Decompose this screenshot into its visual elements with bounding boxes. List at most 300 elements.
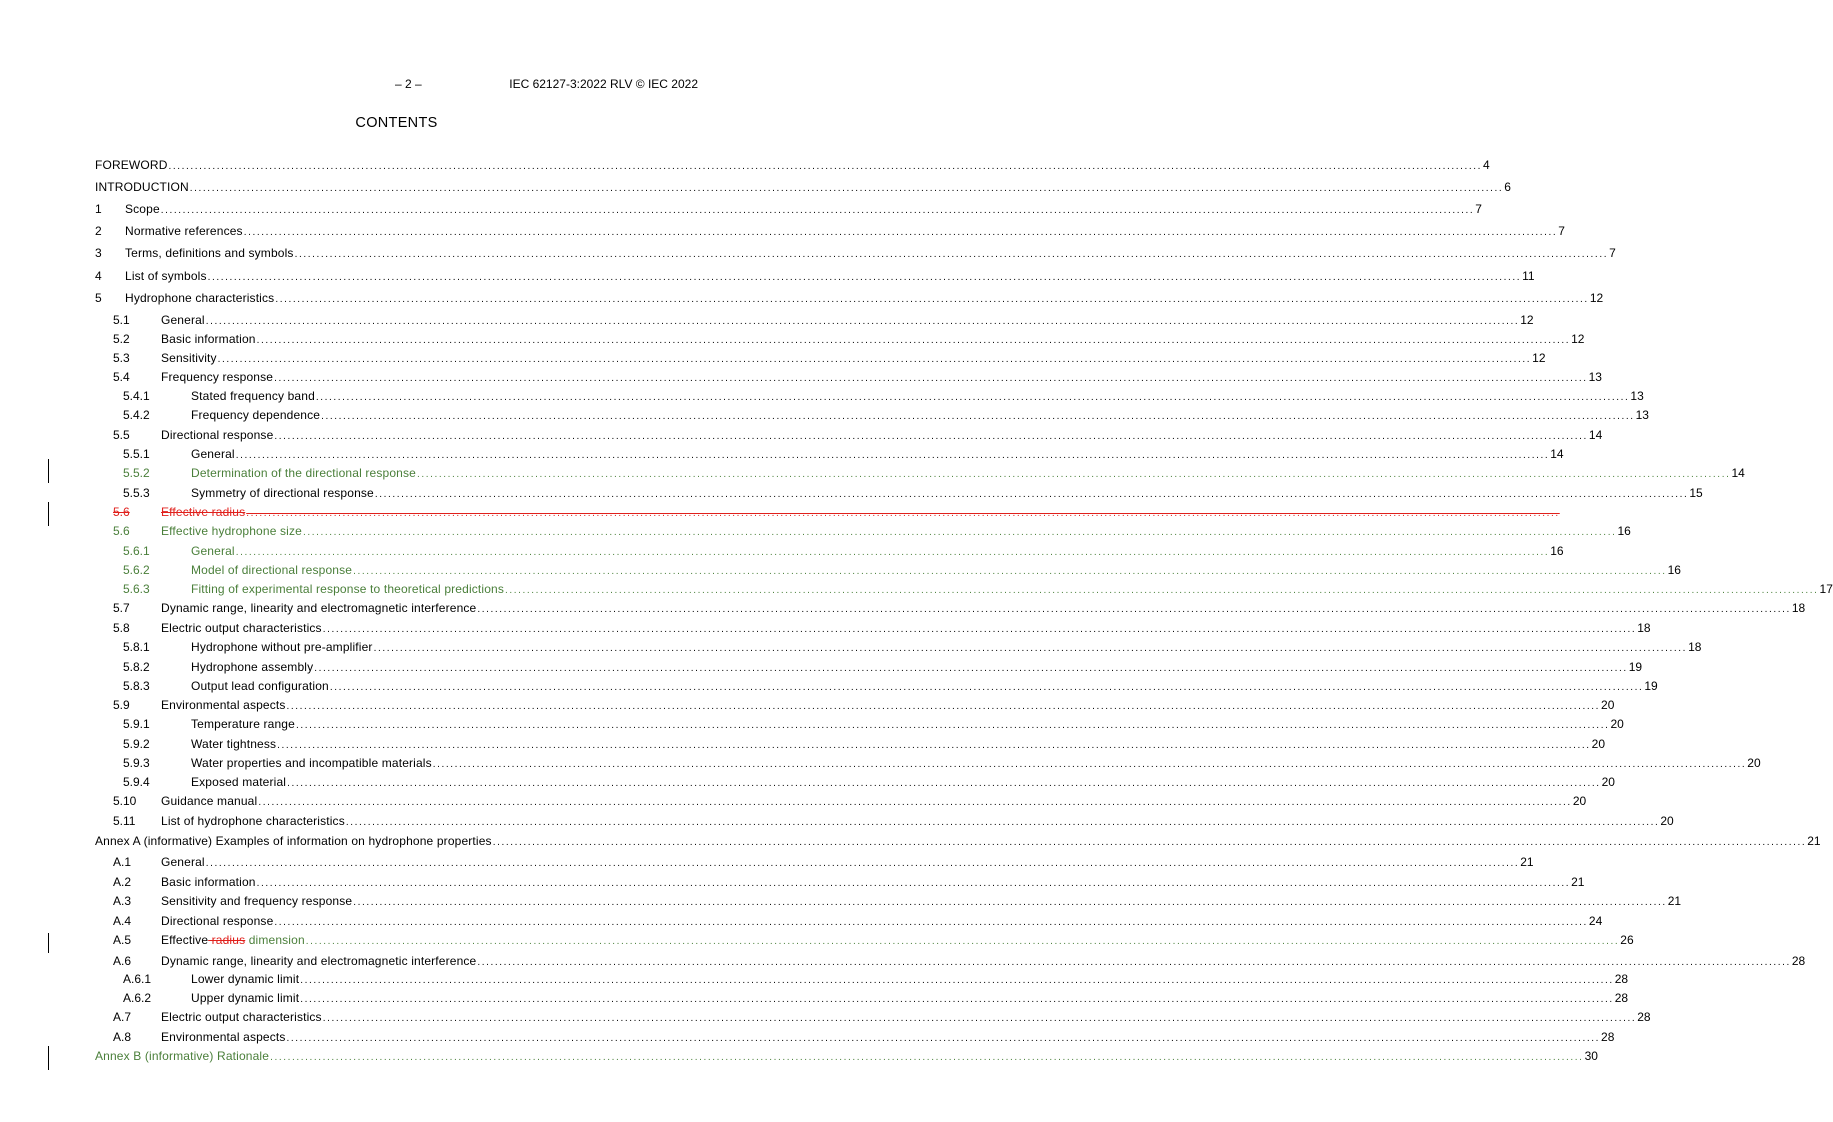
toc-entry-label: Normative references	[125, 224, 243, 238]
toc-entry-line	[161, 523, 1631, 541]
toc-entry-page: 21	[1520, 855, 1534, 869]
page-title: CONTENTS	[355, 115, 438, 131]
toc-entry-line	[191, 971, 1629, 989]
toc-entry-page: 18	[1688, 640, 1702, 654]
toc-entry-title	[161, 504, 245, 520]
toc-entry-line	[161, 697, 1615, 715]
toc-entry-label: Guidance manual	[161, 794, 258, 808]
toc-entry-label: Model of directional response	[191, 563, 353, 577]
dot-leader: ............................................................................................................................................................................................................................................................................................................	[270, 1052, 1584, 1063]
toc-entry-line	[161, 953, 1806, 971]
revision-change-bar	[48, 502, 49, 526]
toc-entry-title	[161, 1029, 286, 1045]
toc-entry-line	[95, 179, 1511, 197]
toc-entry-line	[191, 388, 1644, 406]
standard-reference: IEC 62127-3:2022 RLV © IEC 2022	[509, 77, 698, 91]
toc-entry-label: General	[161, 855, 205, 869]
toc-entry-number: 5.4	[113, 370, 130, 384]
toc-entry-label: Environmental aspects	[161, 698, 286, 712]
page-number: – 2 –	[395, 77, 422, 91]
toc-entry-line	[161, 504, 1560, 522]
toc-entry-number: 5.2	[113, 332, 130, 346]
toc-entry-title	[191, 678, 329, 694]
toc-entry-line	[161, 932, 1634, 950]
toc-entry-number: A.8	[113, 1030, 132, 1044]
toc-entry-title	[125, 245, 294, 261]
toc-entry-number: 5.9.2	[123, 737, 150, 751]
toc-entry-number: 5.5.1	[123, 447, 150, 461]
toc-entry-number: 5.6.1	[123, 544, 150, 558]
dot-leader: ............................................................................................................................................................................................................................................................................................................	[295, 720, 1610, 731]
dot-leader: ............................................................................................................................................................................................................................................................................................................	[505, 585, 1819, 596]
toc-entry[interactable]	[0, 446, 1564, 462]
toc-entry-label: Scope	[125, 202, 160, 216]
dot-leader: ............................................................................................................................................................................................................................................................................................................	[492, 837, 1807, 848]
toc-entry-label: Basic information	[161, 332, 256, 346]
dot-leader: ............................................................................................................................................................................................................................................................................................................	[432, 759, 1747, 770]
toc-entry-label: Dynamic range, linearity and electromagnetic interference	[161, 601, 477, 615]
toc-entry-page: 20	[1660, 814, 1674, 828]
toc-entry-line	[125, 290, 1604, 308]
toc-entry-title	[161, 620, 322, 636]
toc-entry-title	[191, 446, 235, 462]
toc-entry-label: Directional response	[161, 428, 274, 442]
page-header	[95, 77, 698, 93]
dot-leader: ............................................................................................................................................................................................................................................................................................................	[314, 663, 1628, 674]
toc-entry-page: 20	[1601, 698, 1615, 712]
toc-entry[interactable]	[0, 245, 1616, 261]
toc-entry-page: 13	[1630, 389, 1644, 403]
toc-entry-number: A.6	[113, 954, 132, 968]
toc-entry[interactable]	[0, 1009, 1651, 1025]
toc-entry-line	[95, 1048, 1598, 1066]
toc-entry-title	[191, 971, 299, 987]
toc-entry[interactable]	[0, 659, 1643, 675]
toc-entry-page: 20	[1601, 775, 1615, 789]
toc-entry-title	[125, 290, 274, 306]
toc-entry[interactable]	[0, 268, 1535, 284]
toc-entry-line	[161, 350, 1546, 368]
toc-entry-title	[191, 407, 320, 423]
toc-entry-page: 7	[1475, 202, 1482, 216]
toc-entry-line	[191, 678, 1658, 696]
toc-entry-title	[191, 659, 313, 675]
toc-entry-label: Water properties and incompatible materials	[191, 756, 432, 770]
toc-entry[interactable]	[0, 813, 1674, 829]
toc-entry-title	[191, 465, 416, 481]
toc-entry-label: Sensitivity	[161, 351, 217, 365]
revision-change-bar	[48, 1046, 49, 1070]
toc-entry-page: 13	[1588, 370, 1602, 384]
toc-entry-page: 14	[1731, 466, 1745, 480]
toc-entry-line	[191, 639, 1702, 657]
dot-leader: ............................................................................................................................................................................................................................................................................................................	[277, 740, 1591, 751]
toc-entry[interactable]	[0, 600, 1806, 616]
toc-entry[interactable]	[0, 913, 1603, 929]
toc-entry-page: 19	[1628, 660, 1643, 674]
toc-entry-title	[191, 736, 276, 752]
toc-entry-page: 14	[1550, 447, 1564, 461]
toc-entry-line	[95, 833, 1821, 851]
dot-leader: ............................................................................................................................................................................................................................................................................................................	[322, 1013, 1637, 1024]
toc-entry[interactable]	[0, 485, 1703, 501]
toc-entry-title	[161, 813, 345, 829]
toc-entry[interactable]	[0, 874, 1585, 890]
toc-entry-page: 12	[1532, 351, 1546, 365]
toc-entry-label: Effective radius	[161, 505, 246, 519]
toc-entry-number: 3	[95, 246, 102, 260]
toc-entry-line	[191, 407, 1649, 425]
toc-entry-number: 5.1	[113, 313, 130, 327]
toc-entry-title	[161, 953, 476, 969]
toc-entry-label: Annex A (informative) Examples of information on hydrophone properties	[95, 834, 492, 848]
toc-entry-number: 5.9.1	[123, 717, 150, 731]
dot-leader: ............................................................................................................................................................................................................................................................................................................	[477, 957, 1791, 968]
dot-leader: ............................................................................................................................................................................................................................................................................................................	[287, 778, 1601, 789]
toc-entry-page: 21	[1571, 875, 1585, 889]
toc-entry-line	[161, 427, 1603, 445]
toc-entry-title	[125, 223, 243, 239]
toc-entry-label: INTRODUCTION	[95, 180, 189, 194]
toc-entry[interactable]	[0, 223, 1565, 239]
toc-entry[interactable]	[0, 1029, 1615, 1045]
toc-entry-label: Fitting of experimental response to theoretical predictions	[191, 582, 505, 596]
deleted-text: radius	[208, 933, 246, 947]
toc-entry-title	[95, 179, 189, 195]
dot-leader: ............................................................................................................................................................................................................................................................................................................	[168, 161, 1483, 172]
toc-entry-page: 20	[1747, 756, 1761, 770]
toc-entry-label: Environmental aspects	[161, 1030, 286, 1044]
toc-entry-number: 5	[95, 291, 102, 305]
dot-leader: ............................................................................................................................................................................................................................................................................................................	[258, 797, 1572, 808]
toc-entry-title	[161, 697, 286, 713]
toc-entry[interactable]	[0, 312, 1534, 328]
toc-entry-page: 18	[1791, 601, 1806, 615]
toc-entry-line	[191, 562, 1681, 580]
dot-leader: ............................................................................................................................................................................................................................................................................................................	[286, 701, 1601, 712]
toc-entry-label: Directional response	[161, 914, 274, 928]
toc-entry-label: Determination of the directional response	[191, 466, 416, 480]
toc-entry-title	[161, 893, 352, 909]
toc-entry-label: Electric output characteristics	[161, 1010, 322, 1024]
toc-entry-label: Exposed material	[191, 775, 287, 789]
toc-entry-number: A.4	[113, 914, 132, 928]
dot-leader: ............................................................................................................................................................................................................................................................................................................	[189, 183, 1504, 194]
toc-entry[interactable]	[0, 1048, 1598, 1064]
toc-entry-line	[191, 446, 1564, 464]
toc-entry-title	[161, 793, 257, 809]
toc-entry-line	[191, 465, 1745, 483]
dot-leader: ............................................................................................................................................................................................................................................................................................................	[160, 205, 1475, 216]
toc-entry[interactable]	[0, 290, 1604, 306]
toc-entry-line	[191, 990, 1629, 1008]
toc-entry-label: Water tightness	[191, 737, 277, 751]
toc-entry-page: 12	[1520, 313, 1534, 327]
toc-entry-line	[191, 485, 1703, 503]
toc-entry-number: 5.9	[113, 698, 130, 712]
toc-entry-title	[125, 268, 207, 284]
toc-entry[interactable]	[0, 697, 1615, 713]
toc-entry-title	[161, 331, 256, 347]
dot-leader: ............................................................................................................................................................................................................................................................................................................	[246, 508, 1560, 519]
toc-entry-title	[161, 350, 217, 366]
toc-entry-page: 7	[1558, 224, 1565, 238]
toc-entry-number: 5.7	[113, 601, 130, 615]
toc-entry[interactable]	[0, 793, 1587, 809]
toc-entry[interactable]	[0, 465, 1745, 481]
toc-entry-page: 16	[1617, 524, 1631, 538]
toc-entry-title	[161, 523, 302, 539]
toc-entry-page: 12	[1571, 332, 1585, 346]
toc-entry-title	[191, 639, 373, 655]
toc-entry-line	[161, 1009, 1651, 1027]
toc-entry-page: 15	[1689, 486, 1703, 500]
revision-change-bar	[48, 459, 49, 483]
dot-leader: ............................................................................................................................................................................................................................................................................................................	[374, 489, 1689, 500]
toc-entry-label: Symmetry of directional response	[191, 486, 374, 500]
toc-entry-title	[95, 1048, 269, 1064]
toc-entry-page: 7	[1609, 246, 1616, 260]
dot-leader: ............................................................................................................................................................................................................................................................................................................	[477, 604, 1791, 615]
toc-entry-line	[161, 331, 1585, 349]
toc-entry[interactable]	[0, 504, 1560, 520]
toc-entry[interactable]	[0, 953, 1806, 969]
toc-entry-number: 5.5.3	[123, 486, 150, 500]
toc-entry-label: FOREWORD	[95, 158, 168, 172]
toc-entry-line	[161, 913, 1603, 931]
toc-entry-title	[161, 312, 205, 328]
toc-entry-page: 6	[1504, 180, 1511, 194]
toc-entry-label: Output lead configuration	[191, 679, 329, 693]
dot-leader: ............................................................................................................................................................................................................................................................................................................	[286, 1033, 1601, 1044]
revision-change-bar	[48, 933, 49, 953]
toc-entry[interactable]	[0, 774, 1615, 790]
toc-entry-line	[161, 793, 1587, 811]
toc-entry-number: 1	[95, 202, 102, 216]
toc-entry-page: 26	[1620, 933, 1634, 947]
toc-entry-number: A.5	[113, 933, 132, 947]
toc-entry[interactable]	[0, 716, 1624, 732]
toc-entry-page: 28	[1791, 954, 1806, 968]
toc-entry-title	[95, 833, 492, 849]
toc-entry-line	[161, 1029, 1615, 1047]
toc-entry-number: 5.4.1	[123, 389, 150, 403]
toc-entry-title	[191, 485, 374, 501]
toc-entry-line	[161, 600, 1806, 618]
toc-entry-line	[95, 157, 1490, 175]
dot-leader: ............................................................................................................................................................................................................................................................................................................	[329, 682, 1644, 693]
toc-entry-line	[161, 620, 1651, 638]
toc-entry[interactable]	[0, 427, 1603, 443]
toc-entry-label: Hydrophone assembly	[191, 660, 314, 674]
toc-entry[interactable]	[0, 736, 1606, 752]
toc-entry-line	[191, 755, 1761, 773]
toc-entry-page: 18	[1637, 621, 1651, 635]
toc-entry-number: A.2	[113, 875, 132, 889]
toc-entry-title	[191, 755, 432, 771]
toc-entry-page: 20	[1591, 737, 1606, 751]
toc-entry-label: List of symbols	[125, 269, 207, 283]
toc-entry-line	[191, 659, 1643, 677]
toc-entry-label: Upper dynamic limit	[191, 991, 300, 1005]
toc-entry-line	[191, 736, 1606, 754]
toc-entry-title	[161, 874, 256, 890]
toc-entry-line	[191, 716, 1624, 734]
toc-entry[interactable]	[0, 523, 1631, 539]
toc-entry-title	[191, 581, 504, 597]
toc-entry-number: 5.9.3	[123, 756, 150, 770]
toc-entry-title	[125, 201, 160, 217]
toc-entry[interactable]	[0, 678, 1658, 694]
dot-leader: ............................................................................................................................................................................................................................................................................................................	[353, 566, 1667, 577]
toc-entry-line	[161, 369, 1602, 387]
toc-entry-title	[191, 388, 315, 404]
toc-entry-label: Hydrophone without pre-amplifier	[191, 640, 373, 654]
toc-entry-page: 20	[1610, 717, 1624, 731]
toc-entry[interactable]	[0, 407, 1649, 423]
toc-entry-label: General	[161, 313, 205, 327]
toc-entry[interactable]	[0, 562, 1681, 578]
dot-leader: ............................................................................................................................................................................................................................................................................................................	[274, 373, 1588, 384]
toc-entry-label: Hydrophone characteristics	[125, 291, 275, 305]
toc-entry-title	[161, 369, 273, 385]
toc-entry-line	[191, 774, 1615, 792]
toc-entry-label: Frequency dependence	[191, 408, 321, 422]
toc-entry[interactable]	[0, 179, 1511, 195]
toc-entry-line	[161, 813, 1674, 831]
toc-entry[interactable]	[0, 932, 1634, 948]
toc-entry-label: General	[191, 544, 235, 558]
toc-entry-number: 5.9.4	[123, 775, 150, 789]
toc-entry-page: 13	[1635, 408, 1649, 422]
toc-entry-page: 12	[1589, 291, 1604, 305]
toc-entry-page: 28	[1614, 972, 1629, 986]
dot-leader: ............................................................................................................................................................................................................................................................................................................	[373, 643, 1688, 654]
toc-entry-page: 4	[1483, 158, 1490, 172]
toc-entry-title	[161, 600, 476, 616]
dot-leader: ............................................................................................................................................................................................................................................................................................................	[345, 817, 1660, 828]
toc-entry-page: 28	[1637, 1010, 1651, 1024]
toc-entry-page: 17	[1819, 582, 1833, 596]
toc-entry[interactable]	[0, 331, 1585, 347]
dot-leader: ............................................................................................................................................................................................................................................................................................................	[315, 392, 1630, 403]
toc-entry-label: Electric output characteristics	[161, 621, 322, 635]
toc-entry[interactable]	[0, 833, 1821, 849]
toc-entry-line	[161, 854, 1534, 872]
toc-entry-page: 16	[1550, 544, 1564, 558]
toc-entry-number: 5.5.2	[123, 466, 150, 480]
toc-entry[interactable]	[0, 990, 1629, 1006]
toc-entry-line	[161, 874, 1585, 892]
toc-entry[interactable]	[0, 639, 1702, 655]
toc-entry[interactable]	[0, 350, 1546, 366]
dot-leader: ............................................................................................................................................................................................................................................................................................................	[294, 249, 1609, 260]
dot-leader: ............................................................................................................................................................................................................................................................................................................	[274, 431, 1588, 442]
toc-entry-label: Effective	[161, 933, 209, 947]
dot-leader: ............................................................................................................................................................................................................................................................................................................	[305, 936, 1620, 947]
toc-entry-label: Stated frequency band	[191, 389, 315, 403]
dot-leader: ............................................................................................................................................................................................................................................................................................................	[243, 227, 1558, 238]
dot-leader: ............................................................................................................................................................................................................................................................................................................	[274, 917, 1588, 928]
toc-entry-number: 5.6.3	[123, 582, 150, 596]
dot-leader: ............................................................................................................................................................................................................................................................................................................	[205, 858, 1520, 869]
toc-entry-label: Temperature range	[191, 717, 295, 731]
toc-entry-title	[161, 854, 205, 870]
toc-entry-page: 28	[1601, 1030, 1615, 1044]
toc-entry[interactable]	[0, 543, 1564, 559]
toc-entry-number: A.3	[113, 894, 132, 908]
toc-entry-number: 5.8.1	[123, 640, 150, 654]
toc-entry-number: 5.8.3	[123, 679, 150, 693]
toc-entry-label: List of hydrophone characteristics	[161, 814, 345, 828]
dot-leader: ............................................................................................................................................................................................................................................................................................................	[300, 994, 1614, 1005]
toc-entry-label: General	[191, 447, 235, 461]
toc-entry-line	[161, 893, 1682, 911]
toc-entry-title	[161, 427, 273, 443]
dot-leader: ............................................................................................................................................................................................................................................................................................................	[217, 354, 1532, 365]
toc-entry-label: Dynamic range, linearity and electromagnetic interference	[161, 954, 477, 968]
toc-entry-number: A.6.2	[123, 991, 152, 1005]
toc-entry[interactable]	[0, 620, 1651, 636]
dot-leader: ............................................................................................................................................................................................................................................................................................................	[416, 469, 1731, 480]
toc-entry[interactable]	[0, 388, 1644, 404]
toc-entry-line	[125, 201, 1482, 219]
added-text: dimension	[245, 933, 305, 947]
toc-entry-title	[95, 157, 168, 173]
toc-entry-label: Effective hydrophone size	[161, 524, 302, 538]
toc-entry[interactable]	[0, 157, 1490, 173]
toc-entry[interactable]	[0, 755, 1761, 771]
toc-entry-number: 5.8.2	[123, 660, 150, 674]
toc-entry-line	[191, 543, 1564, 561]
toc-entry-title	[161, 1009, 322, 1025]
toc-entry-title	[191, 562, 352, 578]
toc-entry[interactable]	[0, 971, 1629, 987]
toc-entry-title	[161, 913, 273, 929]
toc-entry-number: 5.5	[113, 428, 130, 442]
toc-entry-page: 19	[1644, 679, 1658, 693]
toc-entry[interactable]	[0, 854, 1534, 870]
toc-entry-page: 20	[1572, 794, 1587, 808]
toc-entry-title	[161, 932, 305, 948]
dot-leader: ............................................................................................................................................................................................................................................................................................................	[205, 316, 1520, 327]
toc-entry-page: 21	[1667, 894, 1682, 908]
dot-leader: ............................................................................................................................................................................................................................................................................................................	[321, 411, 1635, 422]
toc-entry-title	[191, 543, 235, 559]
toc-entry[interactable]	[0, 581, 1833, 597]
toc-entry-page: 21	[1807, 834, 1821, 848]
toc-entry-title	[191, 774, 286, 790]
toc-entry-number: 5.6	[113, 524, 130, 538]
dot-leader: ............................................................................................................................................................................................................................................................................................................	[207, 272, 1522, 283]
toc-entry-label: Annex B (informative) Rationale	[95, 1049, 270, 1063]
toc-entry-number: 5.8	[113, 621, 130, 635]
toc-entry-number: 5.4.2	[123, 408, 150, 422]
toc-entry-page: 11	[1522, 269, 1535, 283]
toc-entry[interactable]	[0, 201, 1482, 217]
toc-entry-number: A.6.1	[123, 972, 152, 986]
toc-entry-number: 5.6.2	[123, 563, 150, 577]
dot-leader: ............................................................................................................................................................................................................................................................................................................	[322, 624, 1637, 635]
toc-entry-line	[191, 581, 1833, 599]
toc-entry[interactable]	[0, 369, 1602, 385]
toc-entry-number: 4	[95, 269, 102, 283]
toc-entry[interactable]	[0, 893, 1682, 909]
toc-entry-page: 28	[1614, 991, 1629, 1005]
toc-entry-page: 30	[1584, 1049, 1598, 1063]
toc-entry-page: 16	[1667, 563, 1681, 577]
dot-leader: ............................................................................................................................................................................................................................................................................................................	[256, 335, 1571, 346]
